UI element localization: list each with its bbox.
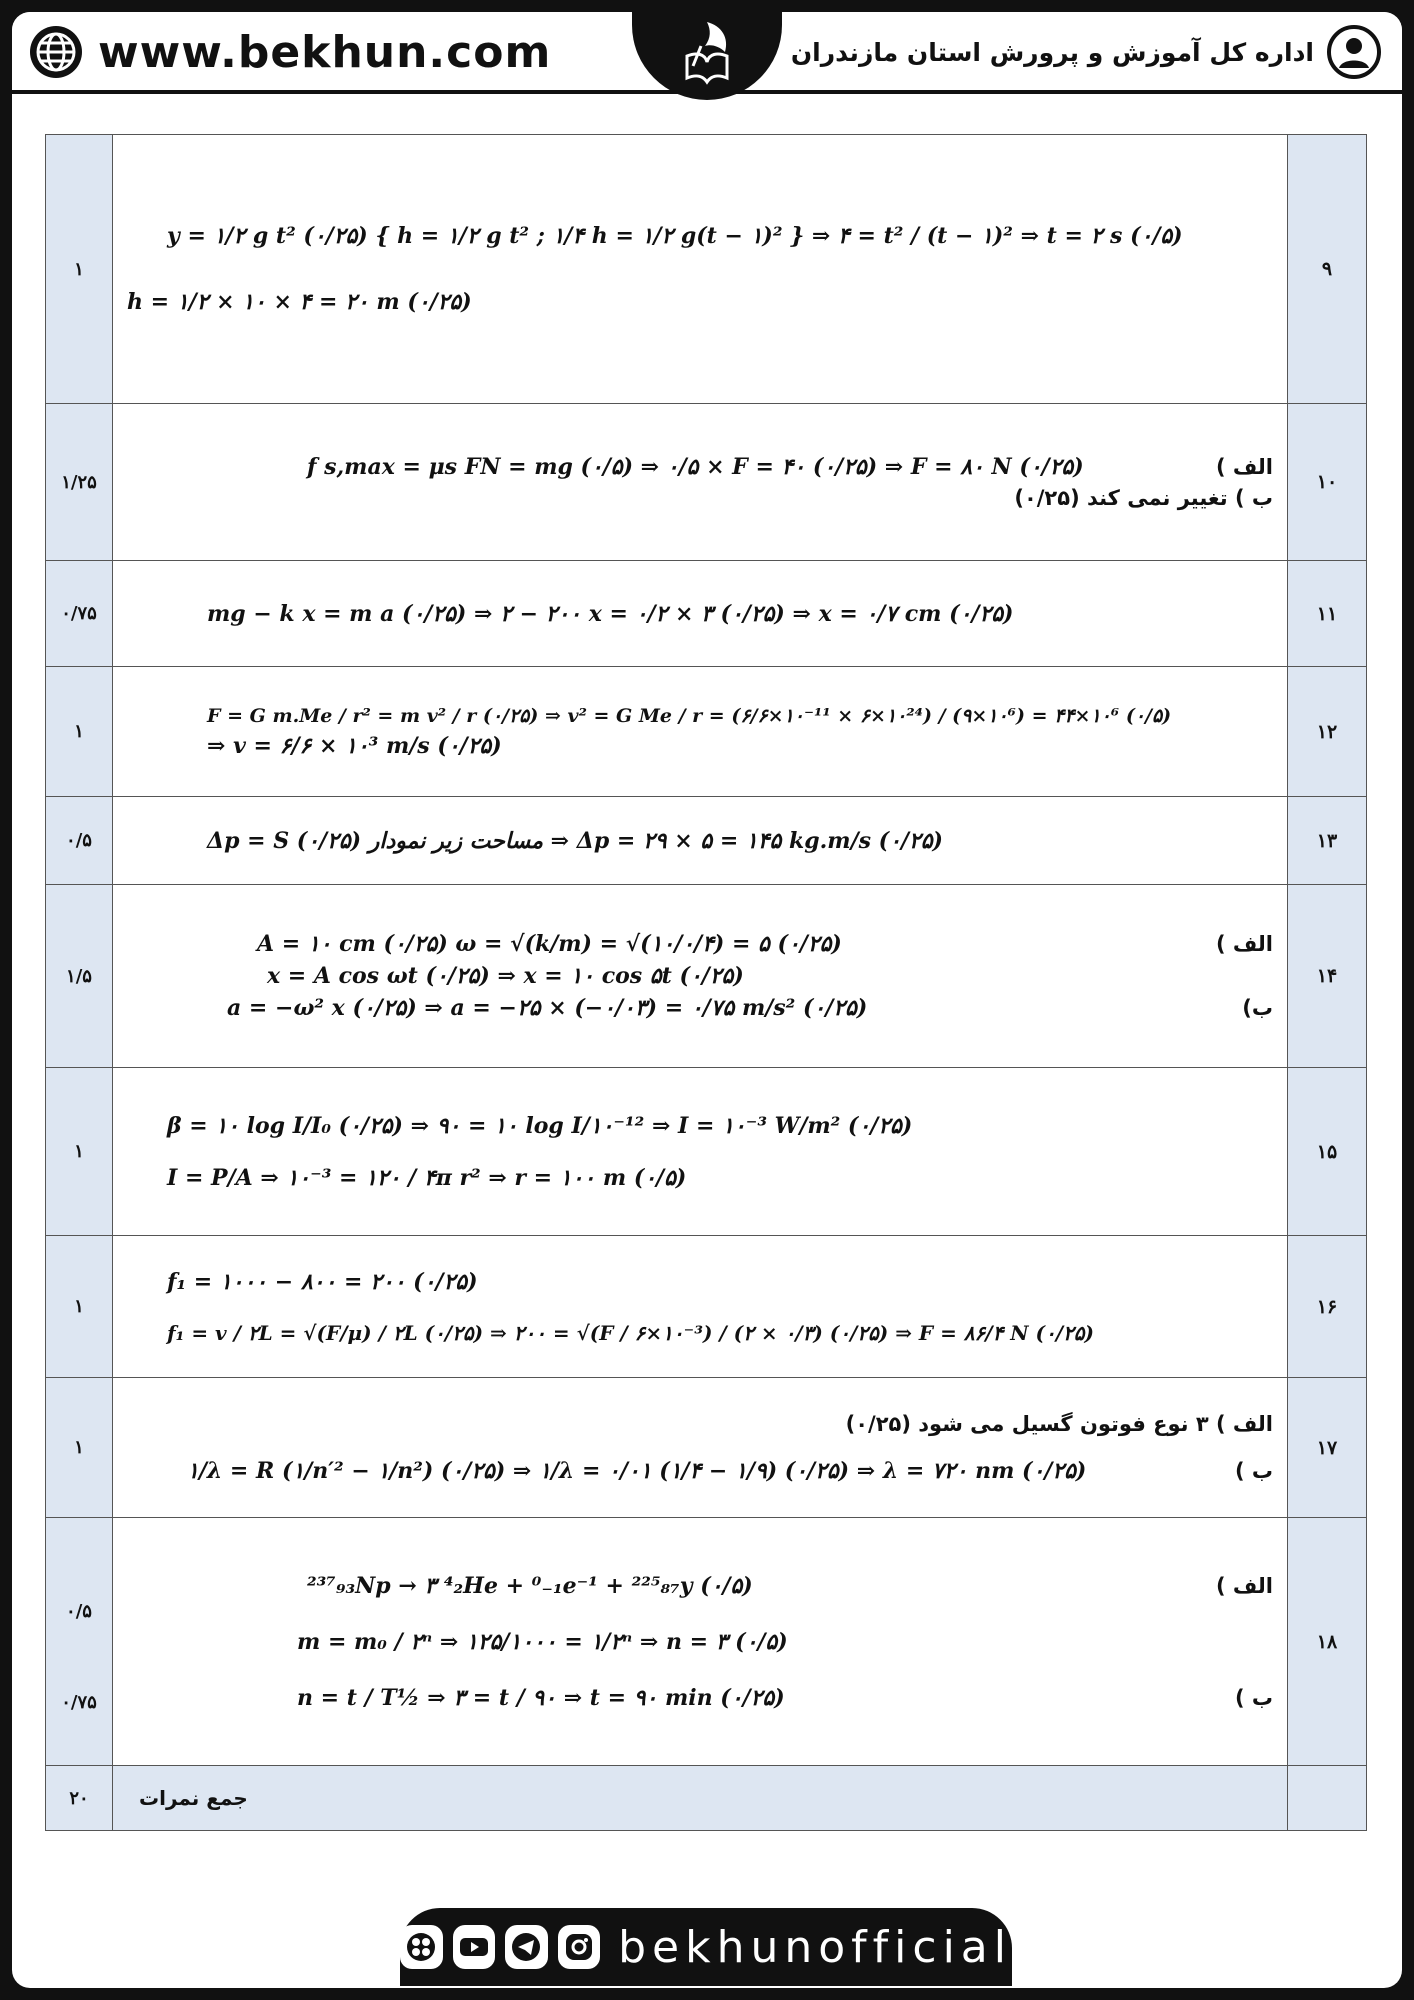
part-label: الف ) bbox=[1215, 455, 1273, 479]
part-label: ب ) bbox=[1234, 1458, 1273, 1483]
question-number: ۱۸ bbox=[1288, 1518, 1367, 1766]
question-number: ۱۵ bbox=[1288, 1068, 1367, 1236]
footer-social-bar bbox=[400, 1908, 1012, 1986]
table-row bbox=[46, 1236, 1367, 1378]
total-label: جمع نمرات bbox=[139, 1786, 248, 1810]
answer-line: mg − k x = m a (۰/۲۵) ⇒ ۲ − ۲۰۰ x = ۰/۲ × ۳ (۰/۲۵) ⇒ x = ۰/۷ cm (۰/۲۵) bbox=[207, 600, 1014, 627]
part-label: الف ) bbox=[1215, 1573, 1273, 1598]
answer-line: n = t / T½ ⇒ ۳ = t / ۹۰ ⇒ t = ۹۰ min (۰/۲۵) bbox=[297, 1684, 785, 1711]
telegram-icon[interactable] bbox=[505, 1925, 548, 1969]
score-cell: ۰/۷۵ bbox=[46, 561, 113, 667]
question-number: ۱۳ bbox=[1288, 797, 1367, 885]
score-cell: ۱ bbox=[46, 1068, 113, 1236]
answer-line: m = m₀ / ۲ⁿ ⇒ ۱۲۵/۱۰۰۰ = ۱/۲ⁿ ⇒ n = ۳ (۰/۵) bbox=[297, 1628, 788, 1655]
answer-cell bbox=[113, 797, 1288, 885]
site-url[interactable]: www.bekhun.com bbox=[98, 26, 552, 78]
table-row bbox=[46, 1068, 1367, 1236]
answer-line: Δp = S مساحت زیر نمودار (۰/۲۵) ⇒ Δp = ۲۹ × ۵ = ۱۴۵ kg.m/s (۰/۲۵) bbox=[207, 827, 943, 854]
score-part-a: ۰/۵ bbox=[66, 1600, 92, 1622]
answer-line: ب ) تغییر نمی کند (۰/۲۵) bbox=[1014, 486, 1273, 510]
total-score: ۲۰ bbox=[46, 1766, 113, 1831]
question-number: ۱۲ bbox=[1288, 667, 1367, 797]
aparat-icon[interactable] bbox=[400, 1925, 443, 1969]
page-frame bbox=[12, 12, 1402, 1988]
score-cell: ۱/۲۵ bbox=[46, 404, 113, 561]
score-cell bbox=[46, 1518, 113, 1766]
score-cell: ۱ bbox=[46, 135, 113, 404]
org-title: اداره کل آموزش و پرورش استان مازندران bbox=[790, 37, 1314, 67]
org-header bbox=[791, 24, 1382, 80]
table-row bbox=[46, 561, 1367, 667]
part-label: ب ) bbox=[1234, 1685, 1273, 1710]
instagram-icon[interactable] bbox=[558, 1925, 601, 1969]
answer-cell bbox=[113, 667, 1288, 797]
social-handle[interactable]: bekhunofficial bbox=[618, 1921, 1012, 1973]
table-row bbox=[46, 1518, 1367, 1766]
score-cell: ۱ bbox=[46, 667, 113, 797]
total-label-cell bbox=[113, 1766, 1288, 1831]
total-spacer bbox=[1288, 1766, 1367, 1831]
answer-line: ۱/λ = R (۱/n′² − ۱/n²) (۰/۲۵) ⇒ ۱/λ = ۰/۰۱ (۱/۴ − ۱/۹) (۰/۲۵) ⇒ λ = ۷۲۰ nm (۰/۲۵) bbox=[187, 1457, 1087, 1484]
answer-key-table bbox=[45, 134, 1367, 1831]
total-row bbox=[46, 1766, 1367, 1831]
answer-line: f₁ = v / ۲L = √(F/μ) / ۲L (۰/۲۵) ⇒ ۲۰۰ = √(F / ۶×۱۰⁻³) / (۲ × ۰/۳) (۰/۲۵) ⇒ F = ۸۶/۴ N (۰/۲۵) bbox=[167, 1320, 1095, 1345]
question-number: ۱۷ bbox=[1288, 1378, 1367, 1518]
answer-cell bbox=[113, 1518, 1288, 1766]
question-number: ۱۱ bbox=[1288, 561, 1367, 667]
score-cell: ۱ bbox=[46, 1378, 113, 1518]
part-label: ب) bbox=[1242, 996, 1273, 1020]
header-bar bbox=[12, 12, 1402, 94]
brand-logo bbox=[632, 12, 782, 100]
question-number: ۹ bbox=[1288, 135, 1367, 404]
score-cell: ۰/۵ bbox=[46, 797, 113, 885]
answer-cell bbox=[113, 885, 1288, 1068]
answer-line: x = A cos ωt (۰/۲۵) ⇒ x = ۱۰ cos ۵t (۰/۲۵) bbox=[267, 963, 744, 989]
quill-book-icon bbox=[667, 16, 747, 92]
table-row bbox=[46, 1378, 1367, 1518]
answer-line: ²³⁷₉₃Np → ۳ ⁴₂He + ⁰₋₁e⁻¹ + ²²⁵₈₇y (۰/۵) bbox=[307, 1572, 753, 1599]
answer-cell bbox=[113, 404, 1288, 561]
user-avatar-icon bbox=[1326, 24, 1382, 80]
table-row bbox=[46, 797, 1367, 885]
score-part-b: ۰/۷۵ bbox=[61, 1691, 97, 1713]
answer-line: F = G m.Me / r² = m v² / r (۰/۲۵) ⇒ v² = G Me / r = (۶/۶×۱۰⁻¹¹ × ۶×۱۰²⁴) / (۹×۱۰⁶) = ۴۴×۱۰⁶ (۰/۵) bbox=[207, 704, 1172, 727]
answer-line: h = ۱/۲ × ۱۰ × ۴ = ۲۰ m (۰/۲۵) bbox=[127, 289, 472, 315]
answer-line: f₁ = ۱۰۰۰ − ۸۰۰ = ۲۰۰ (۰/۲۵) bbox=[167, 1268, 478, 1295]
answer-line: الف ) ۳ نوع فوتون گسیل می شود (۰/۲۵) bbox=[845, 1411, 1273, 1436]
answer-line: f s,max = μs FN = mg (۰/۵) ⇒ ۰/۵ × F = ۴۰ (۰/۲۵) ⇒ F = ۸۰ N (۰/۲۵) bbox=[307, 454, 1084, 480]
question-number: ۱۴ bbox=[1288, 885, 1367, 1068]
answer-line: β = ۱۰ log I/I₀ (۰/۲۵) ⇒ ۹۰ = ۱۰ log I/۱۰⁻¹² ⇒ I = ۱۰⁻³ W/m² (۰/۲۵) bbox=[167, 1112, 913, 1139]
answer-cell bbox=[113, 1378, 1288, 1518]
answer-cell bbox=[113, 561, 1288, 667]
table-row bbox=[46, 667, 1367, 797]
site-link[interactable] bbox=[28, 24, 551, 80]
answer-line: I = P/A ⇒ ۱۰⁻³ = ۱۲۰ / ۴π r² ⇒ r = ۱۰۰ m (۰/۵) bbox=[167, 1164, 687, 1191]
score-cell: ۱/۵ bbox=[46, 885, 113, 1068]
table-row bbox=[46, 404, 1367, 561]
score-cell: ۱ bbox=[46, 1236, 113, 1378]
question-number: ۱۰ bbox=[1288, 404, 1367, 561]
answer-cell bbox=[113, 135, 1288, 404]
question-number: ۱۶ bbox=[1288, 1236, 1367, 1378]
answer-line: a = −ω² x (۰/۲۵) ⇒ a = −۲۵ × (−۰/۰۳) = ۰/۷۵ m/s² (۰/۲۵) bbox=[227, 995, 868, 1021]
youtube-icon[interactable] bbox=[453, 1925, 496, 1969]
globe-icon bbox=[28, 24, 84, 80]
table-row bbox=[46, 885, 1367, 1068]
table-row bbox=[46, 135, 1367, 404]
answer-line: y = ۱/۲ g t² (۰/۲۵) { h = ۱/۲ g t² ; ۱/۴ h = ۱/۲ g(t − ۱)² } ⇒ ۴ = t² / (t − ۱)² ⇒ t = ۲ s (۰/۵) bbox=[167, 223, 1183, 249]
answer-cell bbox=[113, 1236, 1288, 1378]
answer-line: A = ۱۰ cm (۰/۲۵) ω = √(k/m) = √(۱۰/۰/۴) = ۵ (۰/۲۵) bbox=[257, 931, 842, 957]
answer-cell bbox=[113, 1068, 1288, 1236]
answer-line: ⇒ v = ۶/۶ × ۱۰³ m/s (۰/۲۵) bbox=[207, 732, 502, 759]
part-label: الف ) bbox=[1215, 932, 1273, 956]
